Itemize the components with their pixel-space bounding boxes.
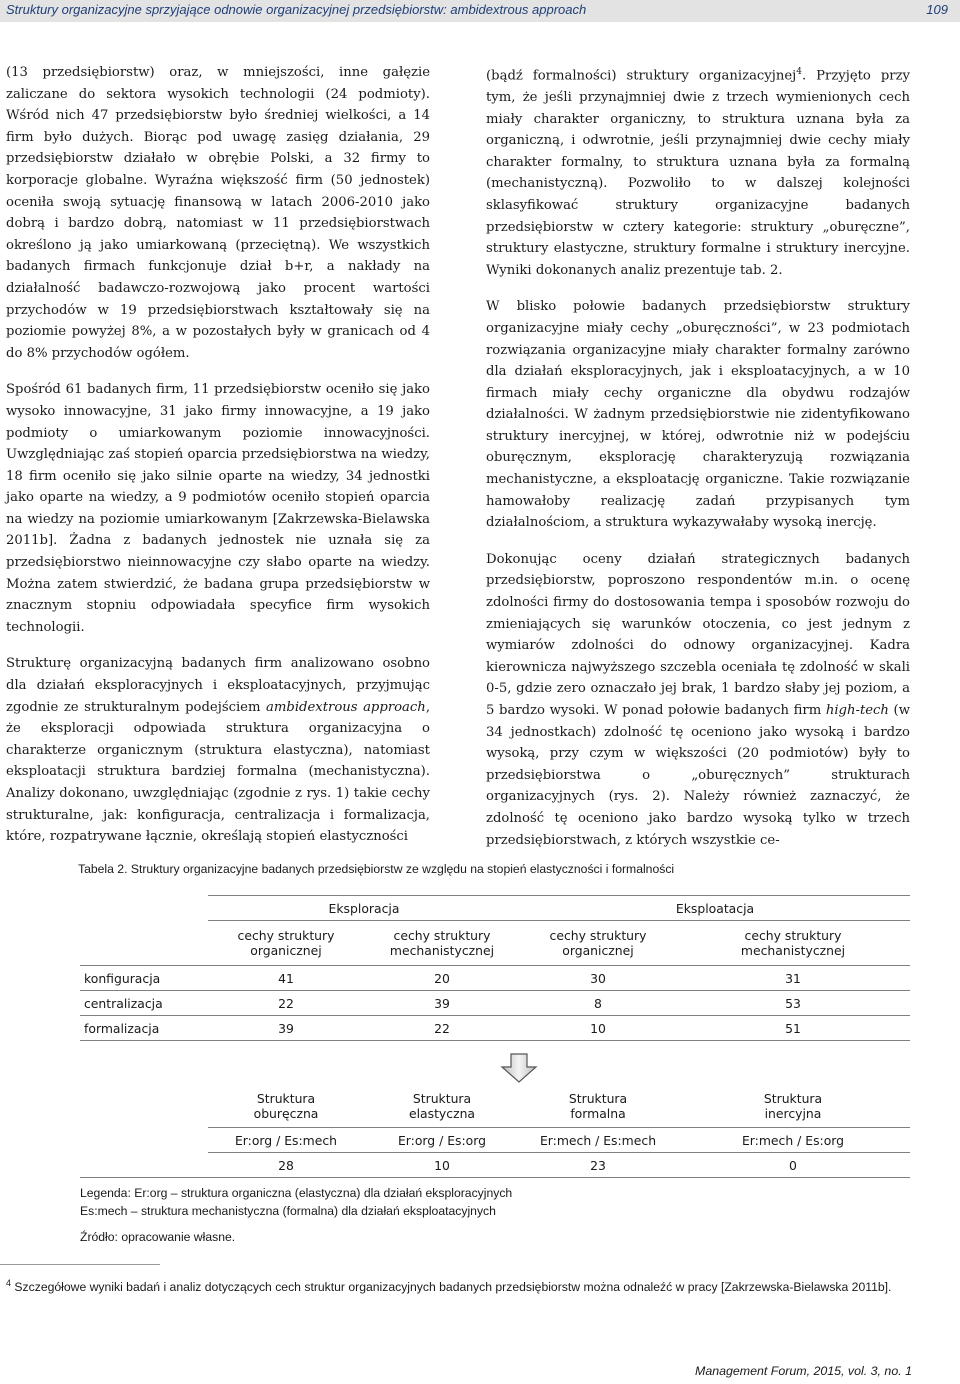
row-label: formalizacja — [80, 1016, 208, 1041]
table-cell: 22 — [364, 1016, 520, 1041]
table-cell: 10 — [520, 1016, 676, 1041]
table-caption: Tabela 2. Struktury organizacyjne badanych przedsiębiorstw ze względu na stopień elastyczności i formalności — [78, 862, 675, 876]
journal-footer: Management Forum, 2015, vol. 3, no. 1 — [695, 1364, 912, 1378]
footnote-divider — [0, 1264, 160, 1265]
table-cell: 39 — [364, 991, 520, 1016]
paragraph: (bądź formalności) struktury organizacyjnej$^4$. Przyjęto przy tym, że jeśli przynajmniej dwie z trzech wymienionych cech miały charakter organiczny, to struktura uznana była za organiczną, i odwrotnie, jeśli przynajmniej dwie cechy miały charakter formalny, to struktura uznana była za formalną (mechanistyczną). Pozwoliło to w dalszej kolejności sklasyfikować struktury organizacyjne badanych przedsiębiorstw w cztery kategorie: struktury „oburęczne”, struktury elastyczne, struktury formalne i struktury inercyjne. Wyniki dokonanych analiz prezentuje tab. 2. — [486, 67, 910, 278]
table-cell: 20 — [364, 966, 520, 991]
col-header: Struktura elastyczna — [408, 1091, 476, 1121]
footnote-number: 4 — [6, 1278, 12, 1288]
table-legend — [80, 1184, 512, 1220]
structure-types-table — [80, 1085, 910, 1178]
page-number: 109 — [926, 2, 948, 17]
table-group-header-row — [80, 896, 910, 921]
table-cell: Er:mech / Es:org — [676, 1128, 910, 1153]
col-header: Struktura formalna — [568, 1091, 628, 1121]
header-title: Struktury organizacyjne sprzyjające odnowie organizacyjnej przedsiębiorstw: ambidextrous approach — [6, 2, 587, 17]
table-cell: 53 — [676, 991, 910, 1016]
table-row — [80, 1016, 910, 1041]
row-label: centralizacja — [80, 991, 208, 1016]
legend-line: Legenda: Er:org – struktura organiczna (elastyczna) dla działań eksploracyjnych — [80, 1186, 513, 1200]
paragraph: Dokonując oceny działań strategicznych badanych przedsiębiorstw, poproszono respondentów m.in. o ocenę zdolności firmy do dostosowania tempa i sposobów rozwoju do zmieniających się warunków otoczenia, co jest jednym z wymiarów zdolności do odnowy organizacyjnej. Kadra kierownicza najwyższego szczebla oceniała tę zdolność w skali 0-5, gdzie zero oznaczało jej brak, 1 bardzo słaby jej poziom, a 5 bardzo wysoki. W ponad połowie badanych firm high-tech (w 34 jednostkach) zdolność tę oceniono jako wysoką i bardzo wysoką, przy czym w większości (20 podmiotów) były to przedsiębiorstwa o „oburęcznych” strukturach organizacyjnych (rys. 2). Należy również zaznaczyć, że zdolność tę oceniono jako bardzo wysoką tylko w trzech przedsiębiorstwach, z których wszystkie ce- — [486, 551, 910, 848]
col-header: Struktura inercyjna — [763, 1091, 823, 1121]
col-header: cechy struktury mechanistycznej — [364, 921, 520, 966]
italic-term: high-tech — [825, 703, 889, 719]
paragraph: Strukturę organizacyjną badanych firm analizowano osobno dla działań eksploracyjnych i eksploatacyjnych, przyjmując zgodnie ze strukturalnym podejściem ambidextrous approach, że eksploracji odpowiada struktura organizacyjna o charakterze organicznym (struktura elastyczna), natomiast eksploatacji struktura bardziej formalna (mechanistyczna). Analizy dokonano, uwzględniając (zgodnie z rys. 1) takie cechy strukturalne, jak: konfiguracja, centralizacja i formalizacja, które, rozpatrywane łącznie, określają stopień elastyczności — [6, 656, 431, 845]
table-row-counts — [80, 1153, 910, 1178]
table-row-codes — [80, 1128, 910, 1153]
italic-term: ambidextrous approach — [266, 699, 426, 715]
table-cell: 22 — [208, 991, 364, 1016]
table-subheader-row — [80, 921, 910, 966]
table-header-row — [80, 1085, 910, 1128]
paragraph: (13 przedsiębiorstw) oraz, w mniejszości, inne gałęzie zaliczane do sektora wysokich technologii (24 podmioty). Wśród nich 47 przedsiębiorstw było średniej wielkości, a 14 firm było dużych. Biorąc pod uwagę zasięg działania, 29 przedsiębiorstw działało w obrębie Polski, a 32 firmy to korporacje globalne. Wyraźna większość firm (50 jednostek) oceniła swoją sytuację finansową w latach 2006-2010 jako dobrą i bardzo dobrą, natomiast w 11 przedsiębiorstwach określono ją jako umiarkowaną (przeciętną). We wszystkich badanych firmach funkcjonuje dział b+r, a nakłady na działalność badawczo-rozwojową jako procent wartości przychodów w 19 przedsiębiorstwach kształtowały się na poziomie powyżej 8%, a w pozostałych były w granicach od 4 do 8% przychodów ogółem. — [6, 65, 430, 361]
table-cell: 10 — [364, 1153, 520, 1178]
features-table — [80, 895, 910, 1041]
table-row — [80, 991, 910, 1016]
running-header — [0, 0, 960, 22]
table-cell: 23 — [520, 1153, 676, 1178]
table-cell: 30 — [520, 966, 676, 991]
group-header-exploitation: Eksploatacja — [520, 896, 910, 921]
table-cell: 41 — [208, 966, 364, 991]
footnote-text: Szczegółowe wyniki badań i analiz dotyczących cech struktur organizacyjnych badanych przedsiębiorstw można odnaleźć w pracy [Zakrzewska-Bielawska 2011b]. — [14, 1280, 892, 1295]
left-column — [6, 62, 430, 863]
table-cell: 31 — [676, 966, 910, 991]
table-source: Źródło: opracowanie własne. — [80, 1230, 236, 1244]
paragraph: W blisko połowie badanych przedsiębiorstw struktury organizacyjne miały cechy „oburęczności”, w 23 podmiotach rozwiązania organizacyjne miały charakter formalny zarówno dla działań eksploracyjnych, jak i eksploatacyjnych, a w 10 firmach miały cechy organiczne dla obydwu rodzajów działalności. W żadnym przedsiębiorstwie nie zidentyfikowano struktury inercyjnej, w której, odwrotnie niż w podejściu oburęcznym, eksplorację charakteryzują rozwiązania mechanistyczne, a eksploatację organiczne. Takie rozwiązanie hamowałoby realizację zadań przypisanych tym działalnościom, a struktura wykazywałaby wysoką inercję. — [486, 299, 910, 531]
group-header-exploration: Eksploracja — [208, 896, 520, 921]
table-cell: 39 — [208, 1016, 364, 1041]
table-cell: Er:org / Es:mech — [208, 1128, 364, 1153]
footnote-ref[interactable]: 4 — [796, 67, 802, 77]
down-arrow-icon — [500, 1053, 538, 1083]
table-cell: 8 — [520, 991, 676, 1016]
col-header: cechy struktury organicznej — [520, 921, 676, 966]
paragraph: Spośród 61 badanych firm, 11 przedsiębiorstw oceniło się jako wysoko innowacyjne, 31 jako firmy innowacyjne, a 19 jako podmioty o umiarkowanym poziomie innowacyjności. Uwzględniając zaś stopień oparcia przedsiębiorstwa na wiedzy, 18 firm oceniło się jako silnie oparte na wiedzy, 34 jednostki jako oparte na wiedzy, a 9 podmiotów oceniło stopień oparcia na wiedzy na poziomie umiarkowanym [Zakrzewska-Bielawska 2011b]. Żadna z badanych jednostek nie uznała się za przedsiębiorstwo nieinnowacyjne czy słabo oparte na wiedzy. Można zatem stwierdzić, że badana grupa przedsiębiorstw w znacznym stopniu odpowiadała specyfice firm wysokich technologii. — [6, 382, 430, 635]
table-cell: 28 — [208, 1153, 364, 1178]
table-row — [80, 966, 910, 991]
footnote — [0, 1274, 949, 1296]
col-header: cechy struktury mechanistycznej — [676, 921, 910, 966]
table-cell: Er:org / Es:org — [364, 1128, 520, 1153]
right-column — [486, 62, 910, 866]
table-cell: Er:mech / Es:mech — [520, 1128, 676, 1153]
col-header: Struktura oburęczna — [253, 1091, 319, 1121]
row-label: konfiguracja — [80, 966, 208, 991]
col-header: cechy struktury organicznej — [208, 921, 364, 966]
legend-line: Es:mech – struktura mechanistyczna (formalna) dla działań eksploatacyjnych — [80, 1204, 496, 1218]
table-cell: 0 — [676, 1153, 910, 1178]
table-cell: 51 — [676, 1016, 910, 1041]
